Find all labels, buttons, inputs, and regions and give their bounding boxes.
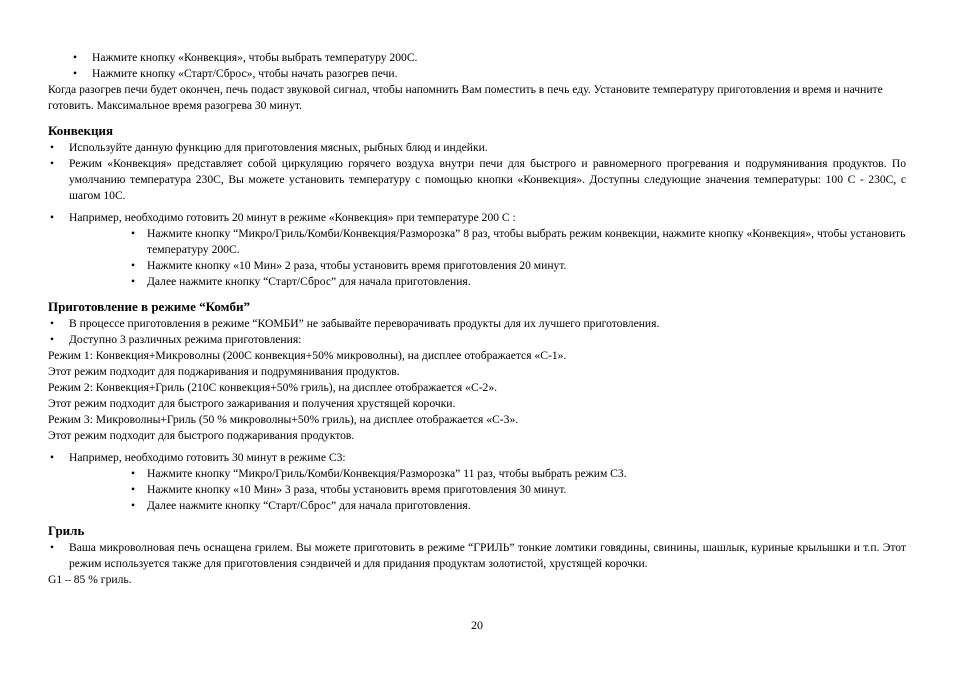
- combi-example: • Например, необходимо готовить 30 минут в режиме С3:: [48, 450, 906, 466]
- combi-mode-line: Режим 2: Конвекция+Гриль (210С конвекция+50% гриль), на дисплее отображается «С-2».: [48, 381, 498, 394]
- combi-mode-line: Этот режим подходит для быстрого зажаривания и получения хрустящей корочки.: [48, 397, 456, 410]
- combi-bullet: • Доступно 3 различных режима приготовления:: [48, 332, 906, 348]
- intro-bullet: • Нажмите кнопку «Старт/Сброс», чтобы начать разогрев печи.: [71, 66, 906, 82]
- section-heading-combi: Приготовление в режиме “Комби”: [48, 299, 250, 314]
- document-page: [48, 50, 906, 588]
- section-heading-convection: Конвекция: [48, 123, 114, 138]
- intro-paragraph: Когда разогрев печи будет окончен, печь подаст звуковой сигнал, чтобы напомнить Вам поместить в печь еду. Установите температуру приготовления и время и начните готовить. Максимальное время разогрева 30 минут.: [48, 83, 883, 112]
- section-heading-grill: Гриль: [48, 523, 85, 538]
- convection-example: • Например, необходимо готовить 20 минут в режиме «Конвекция» при температуре 200 С :: [48, 210, 906, 226]
- convection-bullet: • Используйте данную функцию для приготовления мясных, рыбных блюд и индейки.: [48, 140, 906, 156]
- combi-mode-line: Этот режим подходит для поджаривания и подрумянивания продуктов.: [48, 365, 400, 378]
- convection-step: • Нажмите кнопку “Микро/Гриль/Комби/Конвекция/Разморозка” 8 раз, чтобы выбрать режим конвекции, нажмите кнопку «Конвекция», чтобы установить температуру 200С.: [129, 226, 906, 258]
- convection-step: • Нажмите кнопку «10 Мин» 2 раза, чтобы установить время приготовления 20 минут.: [129, 258, 906, 274]
- convection-bullet: • Режим «Конвекция» представляет собой циркуляцию горячего воздуха внутри печи для быстрого и равномерного прогревания и подрумянивания продуктов. По умолчанию температура 230С, Вы можете установить температуру с помощью кнопки «Конвекция». Доступны следующие значения температуры: 100 С - 230С, с шагом 10С.: [48, 156, 906, 204]
- convection-step: • Далее нажмите кнопку “Старт/Сброс” для начала приготовления.: [129, 274, 906, 290]
- combi-mode-line: Режим 1: Конвекция+Микроволны (200С конвекция+50% микроволны), на дисплее отображается «С-1».: [48, 349, 567, 362]
- intro-bullet: • Нажмите кнопку «Конвекция», чтобы выбрать температуру 200С.: [71, 50, 906, 66]
- grill-line: G1 – 85 % гриль.: [48, 573, 132, 586]
- combi-bullet: • В процессе приготовления в режиме “КОМБИ” не забывайте переворачивать продукты для их лучшего приготовления.: [48, 316, 906, 332]
- combi-step: • Нажмите кнопку «10 Мин» 3 раза, чтобы установить время приготовления 30 минут.: [129, 482, 906, 498]
- combi-mode-line: Этот режим подходит для быстрого поджаривания продуктов.: [48, 429, 355, 442]
- page-number: 20: [471, 618, 483, 632]
- combi-step: • Нажмите кнопку “Микро/Гриль/Комби/Конвекция/Разморозка” 11 раз, чтобы выбрать режим С3.: [129, 466, 906, 482]
- combi-step: • Далее нажмите кнопку “Старт/Сброс” для начала приготовления.: [129, 498, 906, 514]
- combi-mode-line: Режим 3: Микроволны+Гриль (50 % микроволны+50% гриль), на дисплее отображается «С-3».: [48, 413, 519, 426]
- grill-bullet: • Ваша микроволновая печь оснащена грилем. Вы можете приготовить в режиме “ГРИЛЬ” тонкие ломтики говядины, свинины, шашлык, куриные крылышки и т.п. Этот режим используется также для приготовления сэндвичей и для придания продуктам золотистой, хрустящей корочки.: [48, 540, 906, 572]
